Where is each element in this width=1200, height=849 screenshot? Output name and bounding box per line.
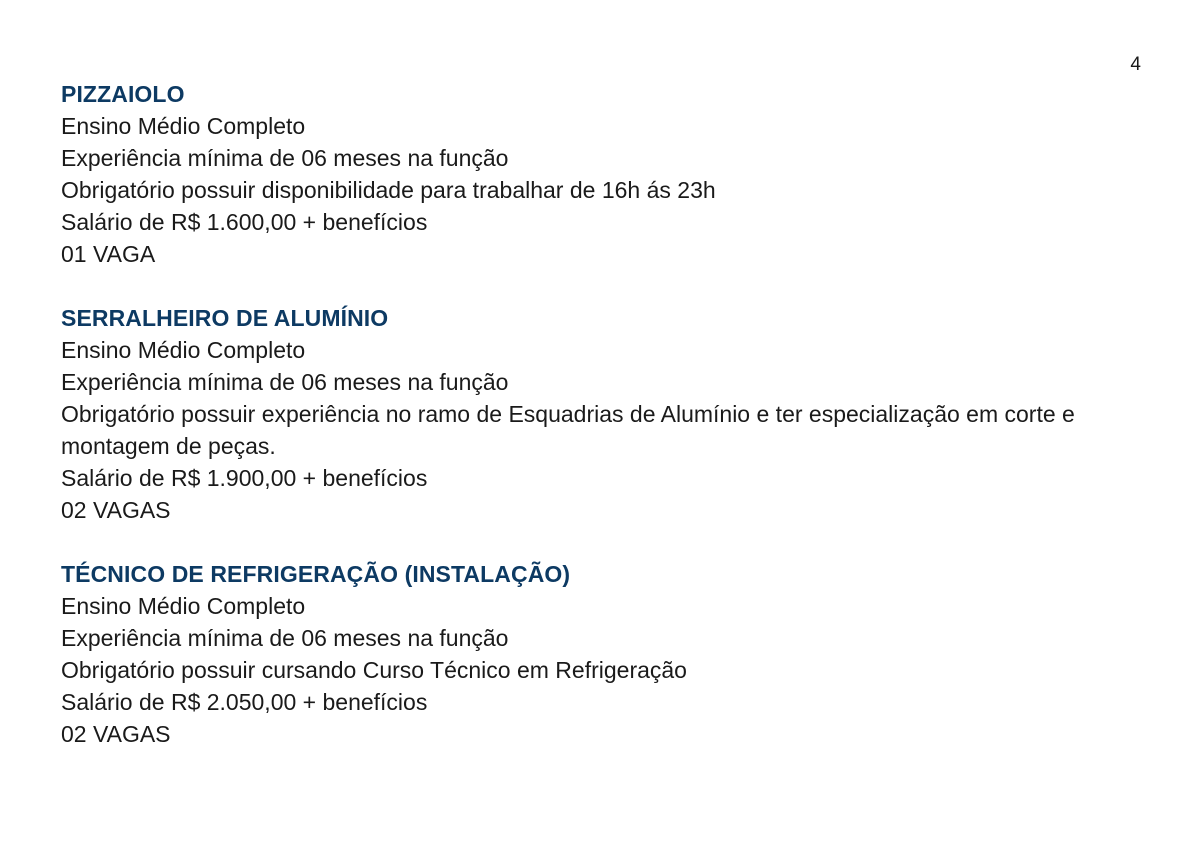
salary: Salário de R$ 1.900,00 + benefícios	[61, 465, 428, 491]
mandatory-requirement: Obrigatório possuir disponibilidade para trabalhar de 16h ás 23h	[61, 177, 716, 203]
job-title: TÉCNICO DE REFRIGERAÇÃO (INSTALAÇÃO)	[61, 561, 571, 587]
job-title: PIZZAIOLO	[61, 81, 185, 107]
job-listing-serralheiro	[61, 302, 1146, 526]
experience-requirement: Experiência mínima de 06 meses na função	[61, 625, 509, 651]
vacancy-count: 01 VAGA	[61, 241, 156, 267]
salary: Salário de R$ 1.600,00 + benefícios	[61, 209, 428, 235]
education-requirement: Ensino Médio Completo	[61, 337, 306, 363]
education-requirement: Ensino Médio Completo	[61, 593, 306, 619]
vacancy-count: 02 VAGAS	[61, 497, 171, 523]
job-listings	[61, 78, 1146, 782]
mandatory-requirement: Obrigatório possuir experiência no ramo de Esquadrias de Alumínio e ter especialização em corte e montagem de peças.	[61, 401, 1075, 459]
salary: Salário de R$ 2.050,00 + benefícios	[61, 689, 428, 715]
vacancy-count: 02 VAGAS	[61, 721, 171, 747]
mandatory-requirement: Obrigatório possuir cursando Curso Técnico em Refrigeração	[61, 657, 687, 683]
job-listing-tecnico-refrigeracao	[61, 558, 1146, 750]
experience-requirement: Experiência mínima de 06 meses na função	[61, 145, 509, 171]
education-requirement: Ensino Médio Completo	[61, 113, 306, 139]
job-title: SERRALHEIRO DE ALUMÍNIO	[61, 305, 389, 331]
experience-requirement: Experiência mínima de 06 meses na função	[61, 369, 509, 395]
page-number: 4	[1130, 54, 1141, 75]
job-listing-pizzaiolo	[61, 78, 1146, 270]
